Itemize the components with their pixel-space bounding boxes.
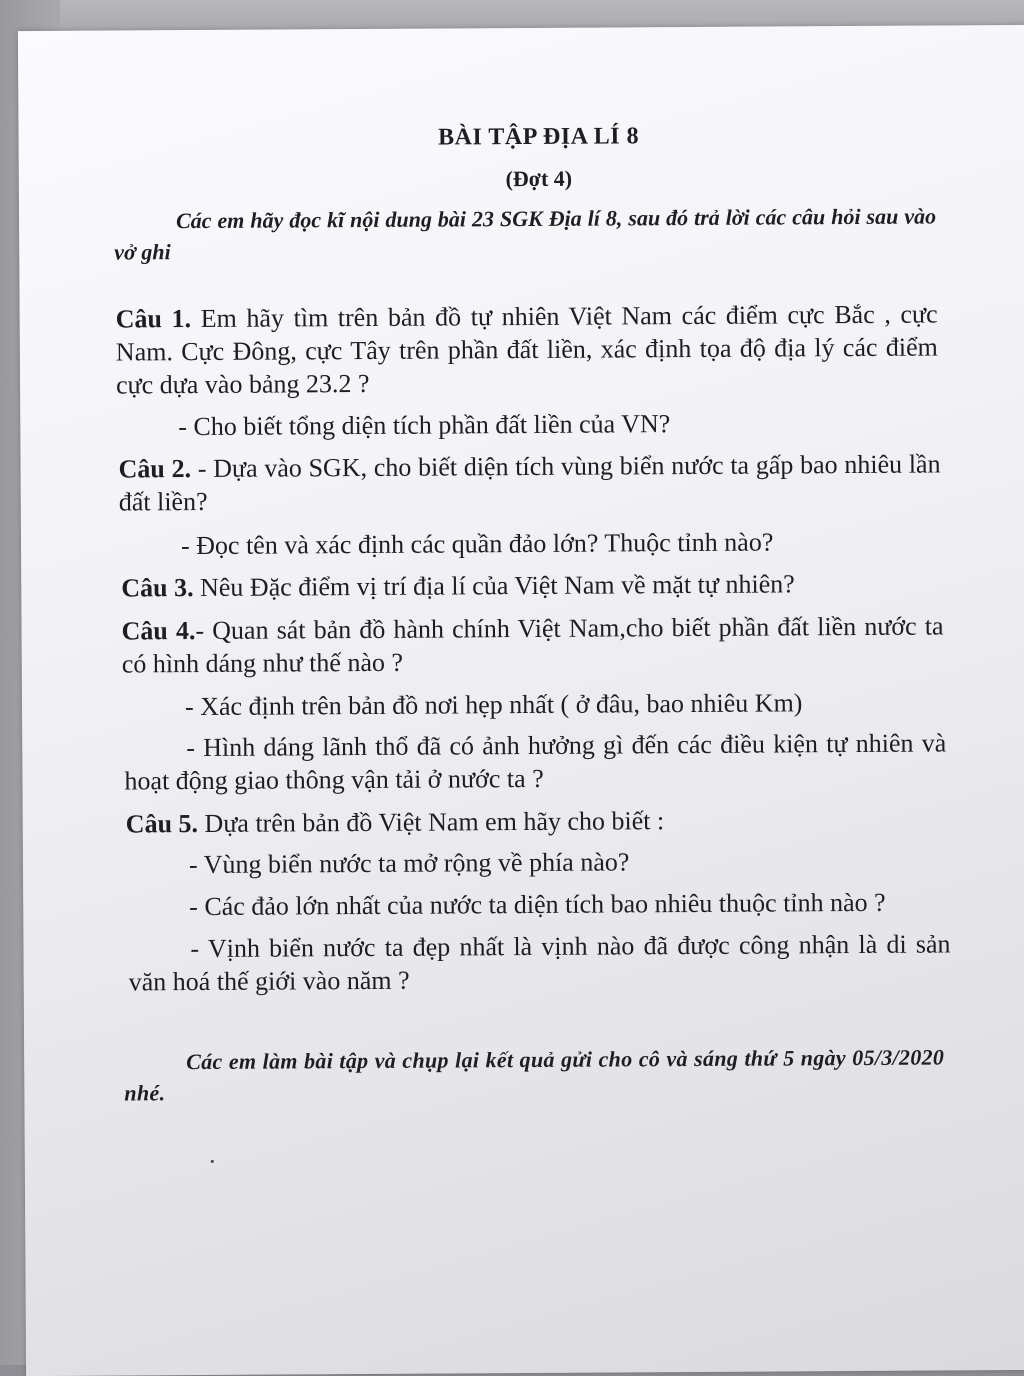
document-title: BÀI TẬP ĐỊA LÍ 8	[437, 123, 640, 151]
question-1-label: Câu 1.	[115, 304, 192, 334]
intro-text: Các em hãy đọc kĩ nội dung bài 23 SGK Địa lí 8, sau đó trả lời các câu hỏi sau vào vở ghi	[114, 203, 937, 265]
question-4-sub-2-text: - Hình dáng lãnh thổ đã có ảnh hưởng gì đến các điều kiện tự nhiên và hoạt động giao thông vận tải ở nước ta ?	[124, 728, 947, 796]
question-4	[121, 609, 943, 680]
question-5-text: Dựa trên bản đồ Việt Nam em hãy cho biết :	[197, 806, 665, 839]
question-2-sub-1: - Đọc tên và xác định các quần đảo lớn? Thuộc tỉnh nào?	[180, 527, 774, 561]
question-3-text: Nêu Đặc điểm vị trí địa lí của Việt Nam về mặt tự nhiên?	[193, 569, 795, 603]
question-2-text: - Dựa vào SGK, cho biết diện tích vùng biển nước ta gấp bao nhiêu lần đất liền?	[118, 449, 941, 517]
question-5-sub-3	[128, 927, 950, 998]
question-4-label: Câu 4.	[121, 616, 196, 646]
question-5-sub-3-text: - Vịnh biển nước ta đẹp nhất là vịnh nào đã được công nhận là di sản văn hoá thế giới vào năm ?	[128, 929, 951, 997]
question-1-sub-1: - Cho biết tổng diện tích phần đất liền của VN?	[178, 409, 671, 442]
question-4-sub-2	[124, 726, 946, 797]
question-3	[121, 566, 943, 604]
question-5-label: Câu 5.	[125, 809, 199, 839]
question-5	[126, 802, 948, 840]
question-4-text: - Quan sát bản đồ hành chính Việt Nam,cho biết phần đất liền nước ta có hình dáng như thế nào ?	[121, 611, 944, 679]
question-2-label: Câu 2.	[118, 454, 192, 484]
question-1-text: Em hãy tìm trên bản đồ tự nhiên Việt Nam các điểm cực Bắc , cực Nam. Cực Đông, cực Tây trên phần đất liền, xác định tọa độ địa lý các điểm cực dựa vào bảng 23.2 ?	[115, 299, 938, 400]
question-3-label: Câu 3.	[121, 573, 194, 603]
paper-sheet	[18, 25, 1024, 1376]
question-5-sub-1: - Vùng biển nước ta mở rộng về phía nào?	[188, 847, 630, 880]
document-subtitle: (Đợt 4)	[505, 165, 573, 192]
closing-paragraph	[124, 1041, 944, 1108]
closing-text: Các em làm bài tập và chụp lại kết quả gửi cho cô và sáng thứ 5 ngày 05/3/2020 nhé.	[124, 1044, 945, 1106]
paper-speck	[211, 1160, 214, 1163]
question-1	[116, 297, 939, 401]
question-2	[118, 447, 940, 518]
question-5-sub-2: - Các đảo lớn nhất của nước ta diện tích bao nhiêu thuộc tỉnh nào ?	[189, 887, 886, 922]
intro-paragraph	[114, 200, 936, 267]
question-4-sub-1: - Xác định trên bản đồ nơi hẹp nhất ( ở đâu, bao nhiêu Km)	[184, 688, 803, 722]
